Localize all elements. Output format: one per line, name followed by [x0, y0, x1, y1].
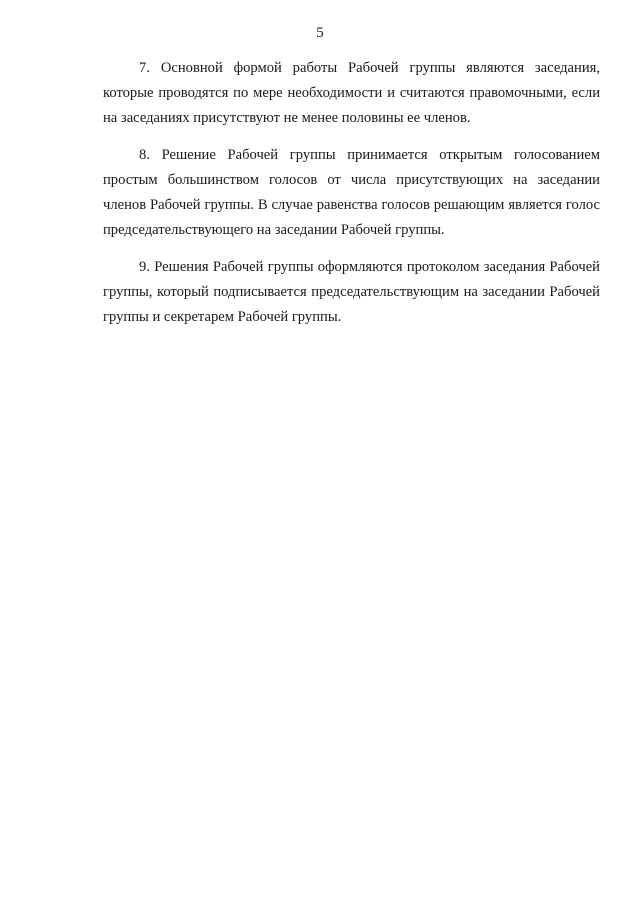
- paragraph-7: 7. Основной формой работы Рабочей группы являются заседания, которые проводятся по мере необходимости и считаются правомочными, если на заседаниях присутствуют не менее половины ее членов.: [103, 60, 600, 126]
- paragraph-9: 9. Решения Рабочей группы оформляются протоколом заседания Рабочей группы, который подписывается председательствующим на заседании Рабочей группы и секретарем Рабочей группы.: [103, 259, 600, 325]
- paragraph-8: 8. Решение Рабочей группы принимается открытым голосованием простым большинством голосов от числа присутствующих на заседании членов Рабочей группы. В случае равенства голосов решающим является голос председательствующего на заседании Рабочей группы.: [103, 147, 600, 238]
- page-number: 5: [316, 25, 324, 41]
- document-body: [103, 56, 600, 342]
